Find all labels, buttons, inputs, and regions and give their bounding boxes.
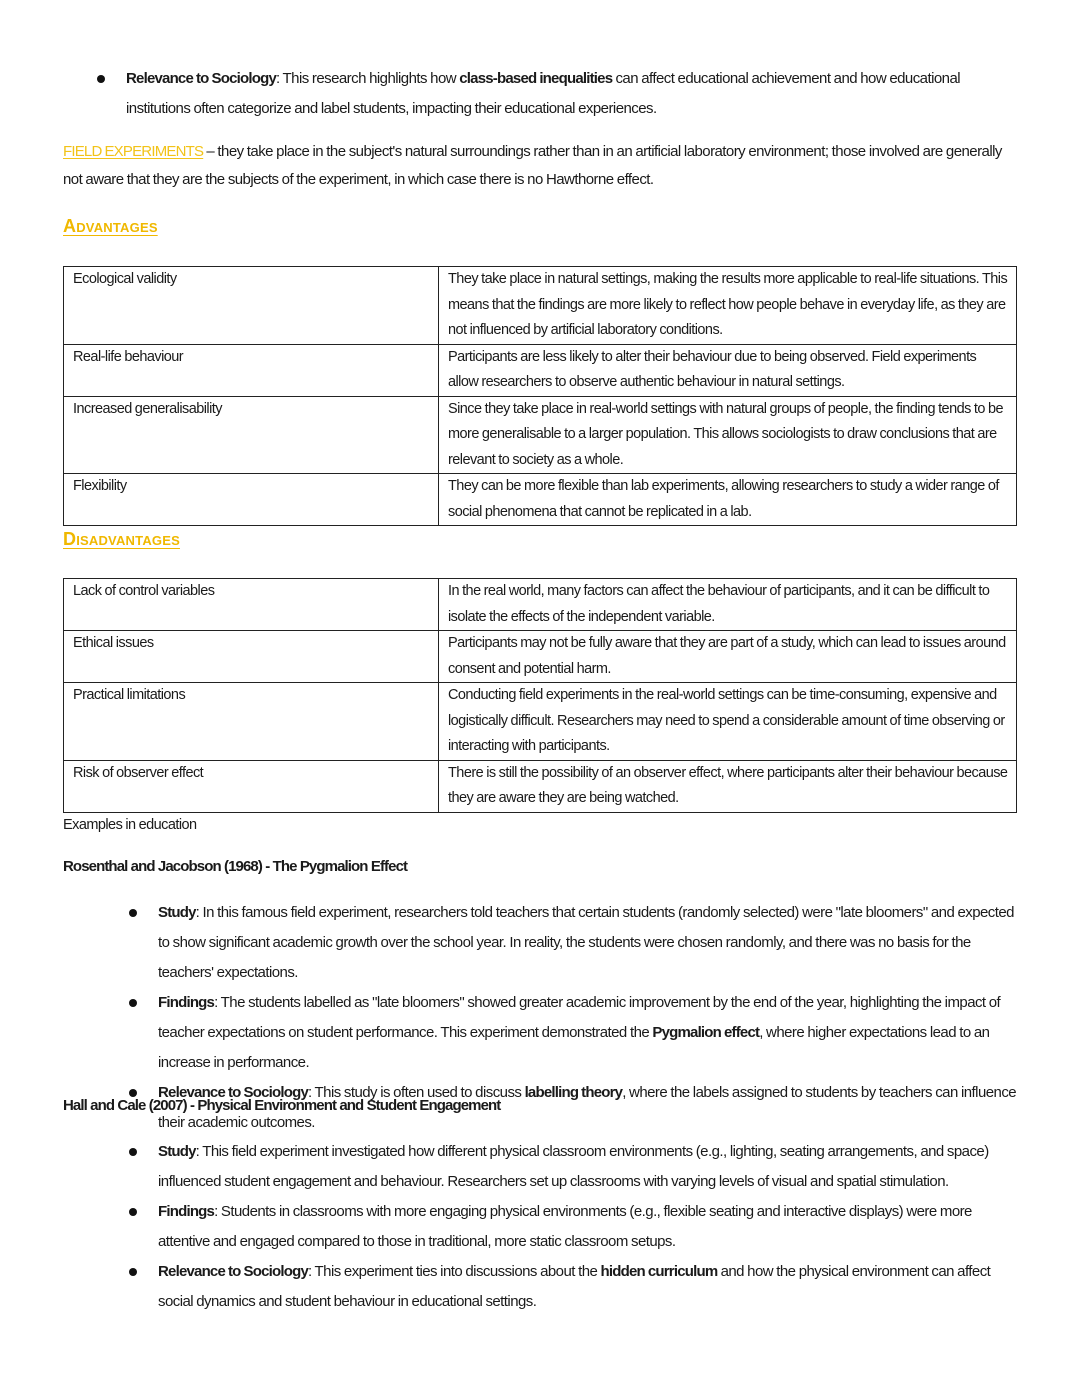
intro-bullet (126, 64, 1006, 124)
bullet-text: , where the labels assigned to students by teachers can influence their academic outcomes. (158, 1084, 1017, 1131)
bullet-bold-term: hidden curriculum (600, 1263, 718, 1280)
bullet-text: : Students in classrooms with more engaging physical environments (e.g., flexible seating and interactive displays) were more attentive and engaged compared to those in traditional, more static classroom setups. (158, 1203, 972, 1250)
advantage-point: Increased generalisability (64, 396, 439, 474)
bullet-text: : This research highlights how (275, 70, 460, 87)
bullet-text: : This study is often used to discuss (307, 1084, 525, 1101)
disadvantages-table (63, 578, 1017, 813)
disadvantage-explanation: In the real world, many factors can affect the behaviour of participants, and it can be difficult to isolate the effects of the independent variable. (439, 579, 1017, 631)
table-row (64, 344, 1017, 396)
bullet-text: and how the physical environment can affect social dynamics and student behaviour in educational settings. (158, 1263, 991, 1310)
advantage-point: Ecological validity (64, 267, 439, 345)
study-bullet (158, 1137, 1018, 1197)
bullet-icon (97, 75, 105, 83)
table-row (64, 267, 1017, 345)
advantage-explanation: Participants are less likely to alter their behaviour due to being observed. Field experiments allow researchers to observe authentic behaviour in natural settings. (439, 344, 1017, 396)
bullet-label: Relevance to Sociology (158, 1263, 308, 1280)
bullet-label: Relevance to Sociology (158, 1084, 308, 1101)
definition-text: – they take place in the subject's natural surroundings rather than in an artificial laboratory environment; those involved are generally not aware that they are the subjects of the experiment, in which case there is no Hawthorne effect. (63, 143, 1002, 188)
bullet-text: can affect educational achievement and how educational institutions often categorize and label students, impacting their educational experiences. (126, 70, 961, 117)
disadvantage-point: Practical limitations (64, 683, 439, 761)
disadvantage-point: Risk of observer effect (64, 760, 439, 812)
disadvantage-point: Ethical issues (64, 631, 439, 683)
advantage-point: Real-life behaviour (64, 344, 439, 396)
bullet-icon (129, 1268, 137, 1276)
study-bullet-list (158, 1137, 1018, 1317)
study-bullet (158, 1257, 1018, 1317)
study-title: Rosenthal and Jacobson (1968) - The Pygmalion Effect (63, 858, 408, 875)
bullet-bold-term: class-based inequalities (459, 70, 613, 87)
study-bullet (158, 988, 1018, 1078)
advantages-heading: Advantages (63, 216, 158, 236)
advantage-explanation: They can be more flexible than lab experiments, allowing researchers to study a wider range of social phenomena that cannot be replicated in a lab. (439, 474, 1017, 526)
bullet-icon (129, 1148, 137, 1156)
table-row (64, 579, 1017, 631)
bullet-label: Findings (158, 994, 215, 1011)
bullet-bold-term: labelling theory (524, 1084, 623, 1101)
disadvantage-explanation: Participants may not be fully aware that they are part of a study, which can lead to issues around consent and potential harm. (439, 631, 1017, 683)
table-row (64, 683, 1017, 761)
bullet-label: Relevance to Sociology (126, 70, 276, 87)
table-row (64, 760, 1017, 812)
intro-bullet-list (126, 64, 1006, 124)
bullet-text: : This field experiment investigated how different physical classroom environments (e.g., lighting, seating arrangements, and space) influenced student engagement and behaviour. Researchers set up classrooms with varying levels of visual and spatial stimulation. (158, 1143, 989, 1190)
bullet-label: Findings (158, 1203, 215, 1220)
study-title: Hall and Cale (2007) - Physical Environment and Student Engagement (63, 1097, 501, 1114)
bullet-bold-term: Pygmalion effect (652, 1024, 760, 1041)
examples-label: Examples in education (63, 817, 197, 833)
table-row (64, 396, 1017, 474)
bullet-text: , where higher expectations lead to an increase in performance. (158, 1024, 990, 1071)
advantage-explanation: They take place in natural settings, making the results more applicable to real-life situations. This means that the findings are more likely to reflect how people behave in everyday life, as they are not influenced by artificial laboratory conditions. (439, 267, 1017, 345)
table-row (64, 631, 1017, 683)
advantages-table (63, 266, 1017, 526)
table-row (64, 474, 1017, 526)
advantage-explanation: Since they take place in real-world settings with natural groups of people, the finding tends to be more generalisable to a larger population. This allows sociologists to draw conclusions that are relevant to society as a whole. (439, 396, 1017, 474)
bullet-icon (129, 1208, 137, 1216)
study-bullet (158, 1197, 1018, 1257)
field-experiments-term[interactable]: FIELD EXPERIMENTS (63, 143, 204, 160)
bullet-icon (129, 909, 137, 917)
bullet-text: : The students labelled as "late bloomers" showed greater academic improvement by the end of the year, highlighting the impact of teacher expectations on student performance. This experiment demonstrated the (158, 994, 1001, 1041)
bullet-label: Study (158, 904, 196, 921)
bullet-text: : This experiment ties into discussions about the (307, 1263, 601, 1280)
bullet-text: : In this famous field experiment, researchers told teachers that certain students (randomly selected) were "late bloomers" and expected to show significant academic growth over the school year. In reality, the students were chosen randomly, and there was no basis for the teachers' expectations. (158, 904, 1014, 981)
bullet-label: Study (158, 1143, 196, 1160)
field-experiments-definition (63, 138, 1008, 194)
bullet-icon (129, 999, 137, 1007)
bullet-icon (129, 1089, 137, 1097)
disadvantage-explanation: There is still the possibility of an observer effect, where participants alter their behaviour because they are aware they are being watched. (439, 760, 1017, 812)
disadvantage-point: Lack of control variables (64, 579, 439, 631)
disadvantages-heading: Disadvantages (63, 529, 180, 549)
disadvantage-explanation: Conducting field experiments in the real-world settings can be time-consuming, expensive and logistically difficult. Researchers may need to spend a considerable amount of time observing or interacting with participants. (439, 683, 1017, 761)
study-bullet (158, 898, 1018, 988)
advantage-point: Flexibility (64, 474, 439, 526)
